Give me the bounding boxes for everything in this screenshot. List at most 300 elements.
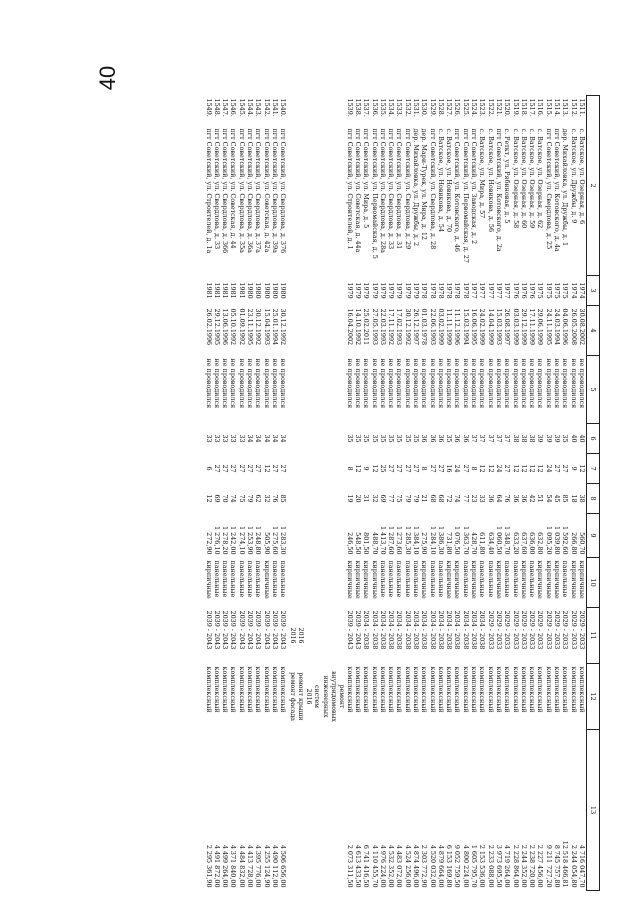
date-registered: 29.12.1995 xyxy=(212,308,221,346)
row-number: 1514. xyxy=(553,98,562,117)
repair-cost: 4 395 776,00 xyxy=(254,844,263,888)
table-row xyxy=(238,96,246,891)
col-8: 77 xyxy=(387,494,396,503)
repair-type: комплексный xyxy=(395,666,404,713)
address: пгт Советский, ул. Советская, д. 44а xyxy=(353,128,362,253)
wall-material: кирпичные xyxy=(494,560,503,599)
table-row xyxy=(221,96,229,891)
empty-cell xyxy=(337,454,345,484)
last-repair: не проводился xyxy=(237,358,246,409)
col-8: 51 xyxy=(536,494,545,503)
col-8: 62 xyxy=(254,494,263,503)
area: 1 253,90 xyxy=(246,526,255,555)
col-7: 27 xyxy=(237,464,246,473)
empty-cell xyxy=(329,514,337,558)
last-repair: не проводился xyxy=(528,358,537,409)
address: пгт Советский, ул. Свердлова, д. 35а xyxy=(237,128,246,253)
col-7: 12 xyxy=(519,464,528,473)
repair-period: 2034 - 2038 xyxy=(470,610,479,650)
col-6: 35 xyxy=(395,434,404,443)
repair-period: 2029 - 2033 xyxy=(486,610,495,650)
empty-cell xyxy=(287,126,295,276)
wall-material: панельные xyxy=(478,560,487,598)
wall-material: кирпичные xyxy=(519,560,528,599)
empty-cell xyxy=(337,356,345,424)
table-row xyxy=(420,96,428,891)
empty-cell xyxy=(337,514,345,558)
repair-period: 2029 - 2033 xyxy=(503,610,512,650)
empty-cell xyxy=(287,558,295,608)
col-6: 35 xyxy=(561,434,570,443)
note-type: систем xyxy=(313,685,321,708)
col-6: 34 xyxy=(254,434,263,443)
wall-material: кирпичные xyxy=(569,560,578,599)
year-built: 1980 xyxy=(254,282,263,299)
address: с. Ватское, ул. Озерная, д. 58 xyxy=(511,128,520,229)
repair-type: комплексный xyxy=(561,666,570,713)
table-row xyxy=(486,96,494,891)
row-number: 1524. xyxy=(470,98,479,117)
col-6: 39 xyxy=(553,434,562,443)
col-6: 33 xyxy=(221,434,230,443)
table-row xyxy=(536,96,544,891)
date-registered: 15.03.1993 xyxy=(494,308,503,346)
area: 1 248,80 xyxy=(254,526,263,555)
repair-cost: 4 371 840,00 xyxy=(229,844,238,888)
empty-cell xyxy=(312,126,320,276)
date-registered: 15.03.1994 xyxy=(461,308,470,346)
table-row xyxy=(437,96,445,891)
repair-cost: 9 052 759,50 xyxy=(453,844,462,888)
col-7: 27 xyxy=(254,464,263,473)
empty-cell xyxy=(329,356,337,424)
column-header-3: 3 xyxy=(587,276,600,306)
note-type: 2016 xyxy=(305,688,313,705)
col-7: 24 xyxy=(494,464,503,473)
area: 611,80 xyxy=(478,532,487,555)
wall-material: панельные xyxy=(378,560,387,598)
empty-cell xyxy=(321,96,329,126)
address: дер. Михайловка, ул. Дружбы, д. 1 xyxy=(561,128,570,247)
empty-cell xyxy=(287,306,295,356)
empty-cell xyxy=(329,424,337,454)
empty-cell xyxy=(337,558,345,608)
col-8: 85 xyxy=(279,494,288,503)
address: с. Реткт, ул. Рябиновая, д. 5 xyxy=(503,128,512,224)
year-built: 1979 xyxy=(395,282,404,299)
repair-type: комплексный xyxy=(486,666,495,713)
empty-cell xyxy=(321,484,329,514)
repair-cost: 12 518 466,81 xyxy=(561,840,570,888)
address: пгт Советский, ул. Первомайская, д. 27 xyxy=(461,128,470,263)
repair-type: комплексный xyxy=(470,666,479,713)
col-7: 12 xyxy=(262,464,271,473)
repair-type: комплексный xyxy=(212,666,221,713)
repair-period: 2039 - 2043 xyxy=(204,610,213,650)
repair-period: 2029 - 2033 xyxy=(519,610,528,650)
table-row xyxy=(229,96,237,891)
col-7: 8 xyxy=(345,466,354,471)
table-row xyxy=(428,96,436,891)
area: 634,40 xyxy=(486,532,495,555)
col-6: 34 xyxy=(270,434,279,443)
repair-type: комплексный xyxy=(387,666,396,713)
empty-cell xyxy=(321,126,329,276)
col-6: 36 xyxy=(436,434,445,443)
area: 1 363,70 xyxy=(461,526,470,555)
repair-period: 2039 - 2043 xyxy=(229,610,238,650)
row-number: 1543. xyxy=(254,98,263,117)
repair-cost: 4 490 112,00 xyxy=(270,844,279,888)
address: пгт Советский, ул. Свердлова, д. 28а xyxy=(378,128,387,253)
address: пгт Советский, ул. Строителей, д. 1а xyxy=(204,128,213,254)
row-number: 1525. xyxy=(461,98,470,117)
area: 637,60 xyxy=(519,532,528,555)
row-number: 1539. xyxy=(345,98,354,117)
year-built: 1977 xyxy=(503,282,512,299)
col-7: 12 xyxy=(577,464,586,473)
last-repair: не проводился xyxy=(387,358,396,409)
repair-type: комплексный xyxy=(229,666,238,713)
last-repair: не проводился xyxy=(445,358,454,409)
col-8: 85 xyxy=(561,494,570,503)
col-6: 37 xyxy=(470,434,479,443)
col-7: 27 xyxy=(503,464,512,473)
col-7: 27 xyxy=(461,464,470,473)
col-7: 27 xyxy=(561,464,570,473)
col-8: 19 xyxy=(345,494,354,503)
wall-material: кирпичные xyxy=(345,560,354,599)
address: пгт Советский, ул. Свердлова, д. 29 xyxy=(403,128,412,250)
address: пгт Советский, ул. Первомайская, д. 5 xyxy=(370,128,379,259)
col-8: 31 xyxy=(362,494,371,503)
date-registered: 30.08.2002 xyxy=(577,308,586,346)
empty-cell xyxy=(337,126,345,276)
area: 1 413,70 xyxy=(378,526,387,555)
empty-cell xyxy=(287,484,295,514)
col-6: 35 xyxy=(412,434,421,443)
repair-cost: 4 110 455,70 xyxy=(370,844,379,888)
row-number: 1515. xyxy=(544,98,553,117)
date-registered: 22.06.1993 xyxy=(428,308,437,346)
col-7: 27 xyxy=(428,464,437,473)
repair-period: 2034 - 2038 xyxy=(461,610,470,650)
last-repair: не проводился xyxy=(577,358,586,409)
column-header-8: 8 xyxy=(587,484,600,514)
row-number: 1513. xyxy=(561,98,570,117)
note-type: ремонт xyxy=(338,684,346,709)
area: 560,70 xyxy=(577,532,586,555)
table-row xyxy=(379,96,387,891)
last-repair: не проводился xyxy=(378,358,387,409)
table-row xyxy=(553,96,561,891)
repair-period: 2029 - 2033 xyxy=(544,610,553,650)
year-built: 1976 xyxy=(528,282,537,299)
empty-cell xyxy=(296,484,304,514)
col-7: 12 xyxy=(528,464,537,473)
empty-cell xyxy=(337,276,345,306)
table-row xyxy=(204,96,212,891)
col-6: 35 xyxy=(445,434,454,443)
repair-cost: 4 613 433,50 xyxy=(353,844,362,888)
repair-type: комплексный xyxy=(403,666,412,713)
date-registered: 29.06.1999 xyxy=(536,308,545,346)
col-7: 9 xyxy=(569,466,578,471)
table-row xyxy=(262,96,270,891)
col-8: 64 xyxy=(494,494,503,503)
empty-cell xyxy=(287,96,295,126)
repair-cost: 2 153 536,00 xyxy=(478,844,487,888)
area: 1 592,60 xyxy=(561,526,570,555)
col-8: 38 xyxy=(577,494,586,503)
address: пгт Советский, ул. Свердлова, д. 366 xyxy=(221,128,230,254)
col-6: 36 xyxy=(420,434,429,443)
repair-period: 2039 - 2043 xyxy=(345,610,354,650)
repair-period: 2029 - 2033 xyxy=(536,610,545,650)
note-row xyxy=(287,96,295,891)
last-repair: не проводился xyxy=(412,358,421,409)
wall-material: панельные xyxy=(503,560,512,598)
note-row xyxy=(321,96,329,891)
empty-cell xyxy=(287,356,295,424)
repair-period: 2034 - 2038 xyxy=(412,610,421,650)
table-header xyxy=(587,96,600,891)
empty-cell xyxy=(296,96,304,126)
col-7: 27 xyxy=(387,464,396,473)
empty-cell xyxy=(296,730,304,891)
repair-type: комплексный xyxy=(544,666,553,713)
address: с. Ватское, ул. Новикова, д. 56 xyxy=(486,128,495,233)
address: пгт Советский, ул. Котовского, д. 46 xyxy=(453,128,462,252)
empty-cell xyxy=(312,730,320,891)
repair-type: комплексный xyxy=(378,666,387,713)
table-row xyxy=(412,96,420,891)
column-header-5: 5 xyxy=(587,356,600,424)
empty-cell xyxy=(321,306,329,356)
address: пгт Советский, ул. Заводская, д. 2 xyxy=(470,128,479,245)
row-number: 1517. xyxy=(528,98,537,117)
area: 633,20 xyxy=(511,532,520,555)
col-6: 35 xyxy=(345,434,354,443)
address: пгт Советский, ул. Котовского, д. 4а xyxy=(553,128,562,252)
empty-cell xyxy=(287,454,295,484)
wall-material: панельные xyxy=(254,560,263,598)
empty-cell xyxy=(296,126,304,276)
col-8: 74 xyxy=(229,494,238,503)
repair-cost: 4 491 872,00 xyxy=(212,844,221,888)
table-row xyxy=(279,96,287,891)
wall-material: кирпичные xyxy=(362,560,371,599)
last-repair: не проводился xyxy=(221,358,230,409)
repair-period: 2039 - 2043 xyxy=(221,610,230,650)
row-number: 1529. xyxy=(428,98,437,117)
repair-type: комплексный xyxy=(536,666,545,713)
repair-period: 2034 - 2038 xyxy=(387,610,396,650)
repair-cost: 3 973 695,50 xyxy=(494,844,503,888)
col-6: 34 xyxy=(262,434,271,443)
col-8: 79 xyxy=(403,494,412,503)
last-repair: не проводился xyxy=(461,358,470,409)
wall-material: панельные xyxy=(387,560,396,598)
address: с. Ватское, ул. Новикова, д. 54 xyxy=(436,128,445,233)
repair-cost: 2 228 864,00 xyxy=(511,844,520,888)
col-6: 36 xyxy=(461,434,470,443)
col-6: 38 xyxy=(528,434,537,443)
empty-cell xyxy=(304,424,312,454)
table-row xyxy=(503,96,511,891)
repair-cost: 1 605 795,70 xyxy=(470,844,479,888)
col-6: 37 xyxy=(486,434,495,443)
col-7: 12 xyxy=(536,464,545,473)
address: пгт Советский, ул. Свердлова, д. 31 xyxy=(395,128,404,250)
empty-cell xyxy=(287,276,295,306)
year-built: 1976 xyxy=(519,282,528,299)
area: 428,70 xyxy=(470,532,479,555)
last-repair: не проводился xyxy=(353,358,362,409)
repair-period: 2034 - 2038 xyxy=(403,610,412,650)
col-8: 18 xyxy=(569,494,578,503)
repair-cost: 6 153 169,80 xyxy=(445,844,454,888)
col-6: 35 xyxy=(353,434,362,443)
year-built: 1976 xyxy=(511,282,520,299)
col-8: 36 xyxy=(486,494,495,503)
address: пгт Советский, ул. Мира, д. 5 xyxy=(362,128,371,229)
year-built: 1981 xyxy=(237,282,246,299)
area: 272,90 xyxy=(204,532,213,555)
repair-type: комплексный xyxy=(553,666,562,713)
area: 1 242,00 xyxy=(229,526,238,555)
repair-period: 2034 - 2038 xyxy=(445,610,454,650)
repair-period: 2034 - 2038 xyxy=(478,610,487,650)
area: 1 386,30 xyxy=(436,526,445,555)
wall-material: кирпичные xyxy=(353,560,362,599)
last-repair: не проводился xyxy=(204,358,213,409)
col-6: 35 xyxy=(378,434,387,443)
table-row xyxy=(478,96,486,891)
repair-cost: 4 499 264,00 xyxy=(221,844,230,888)
table-row xyxy=(545,96,553,891)
wall-material: кирпичные xyxy=(577,560,586,599)
last-repair: не проводился xyxy=(212,358,221,409)
table-row xyxy=(511,96,519,891)
last-repair: не проводился xyxy=(553,358,562,409)
area: 1 384,10 xyxy=(412,526,421,555)
date-registered: 11.11.1999 xyxy=(445,308,454,346)
col-7: 27 xyxy=(221,464,230,473)
repair-cost: 2 295 361,90 xyxy=(204,844,213,888)
note-period xyxy=(321,608,329,664)
row-number: 1511. xyxy=(577,98,586,117)
empty-cell xyxy=(304,276,312,306)
last-repair: не проводился xyxy=(370,358,379,409)
last-repair: не проводился xyxy=(486,358,495,409)
address: пгт Советский, ул. Свердлова, д. 28 xyxy=(428,128,437,250)
table-row xyxy=(395,96,403,891)
empty-cell xyxy=(296,276,304,306)
date-registered: 13.06.1996 xyxy=(221,308,230,346)
repair-type: комплексный xyxy=(569,666,578,713)
repair-cost: 2 303 772,90 xyxy=(420,844,429,888)
address: с. Ватское, ул. Новикова, д. 70 xyxy=(445,128,454,233)
wall-material: кирпичные xyxy=(370,560,379,599)
repair-cost: 2 233 088,00 xyxy=(486,844,495,888)
last-repair: не проводился xyxy=(478,358,487,409)
column-header-13: 13 xyxy=(587,730,600,891)
area: 801,50 xyxy=(362,532,371,555)
date-registered: 16.04.2002 xyxy=(345,308,354,346)
address: пгт Советский, ул. Свердлова, д. 376 xyxy=(279,128,288,254)
col-8: 69 xyxy=(378,494,387,503)
empty-cell xyxy=(304,558,312,608)
repair-type: комплексный xyxy=(420,666,429,713)
wall-material: панельные xyxy=(221,560,230,598)
year-built: 1981 xyxy=(212,282,221,299)
repair-type: комплексный xyxy=(262,666,271,713)
repair-period: 2039 - 2043 xyxy=(212,610,221,650)
col-6: 38 xyxy=(511,434,520,443)
repair-cost: 4 484 832,00 xyxy=(237,844,246,888)
repair-type: комплексный xyxy=(246,666,255,713)
col-6: 37 xyxy=(503,434,512,443)
wall-material: кирпичные xyxy=(445,560,454,599)
wall-material: панельные xyxy=(246,560,255,598)
year-built: 1978 xyxy=(436,282,445,299)
empty-cell xyxy=(312,96,320,126)
empty-cell xyxy=(304,454,312,484)
table-row xyxy=(354,96,362,891)
year-built: 1978 xyxy=(461,282,470,299)
row-number: 1520. xyxy=(503,98,512,117)
note-row xyxy=(304,96,312,891)
col-7: 27 xyxy=(270,464,279,473)
col-6: 37 xyxy=(478,434,487,443)
repair-cost: 4 719 264,00 xyxy=(503,844,512,888)
empty-cell xyxy=(312,424,320,454)
date-registered: 03.02.1999 xyxy=(436,308,445,346)
note-period: 2016 xyxy=(296,627,304,644)
area: 1 278,20 xyxy=(221,526,230,555)
col-8: 79 xyxy=(246,494,255,503)
address: пгт Советский, ул. Советская, д. 42а xyxy=(262,128,271,253)
row-number: 1518. xyxy=(519,98,528,117)
col-6: 33 xyxy=(204,434,213,443)
date-registered: 30.12.1992 xyxy=(279,308,288,346)
col-7: 12 xyxy=(478,464,487,473)
address: пгт Советский, ул. Свердлова, д. 33 xyxy=(212,128,221,250)
repair-period: 2029 - 2033 xyxy=(561,610,570,650)
col-7: 6 xyxy=(204,466,213,471)
wall-material: панельные xyxy=(212,560,221,598)
year-built: 1980 xyxy=(262,282,271,299)
table-row xyxy=(246,96,254,891)
wall-material: панельные xyxy=(412,560,421,598)
col-8: 77 xyxy=(461,494,470,503)
repair-type: комплексный xyxy=(436,666,445,713)
empty-cell xyxy=(321,356,329,424)
repair-cost: 2 244 054,80 xyxy=(569,844,578,888)
repair-cost: 4 879 664,00 xyxy=(436,844,445,888)
col-8: 33 xyxy=(478,494,487,503)
wall-material: панельные xyxy=(395,560,404,598)
date-registered: 15.04.1993 xyxy=(262,308,271,346)
repair-period: 2029 - 2033 xyxy=(553,610,562,650)
repair-period: 2029 - 2033 xyxy=(569,610,578,650)
repair-cost: 4 716 047,70 xyxy=(577,844,586,888)
page-number: 40 xyxy=(95,65,120,91)
area: 488,70 xyxy=(370,532,379,555)
col-6: 38 xyxy=(519,434,528,443)
column-header-4: 4 xyxy=(587,306,600,356)
